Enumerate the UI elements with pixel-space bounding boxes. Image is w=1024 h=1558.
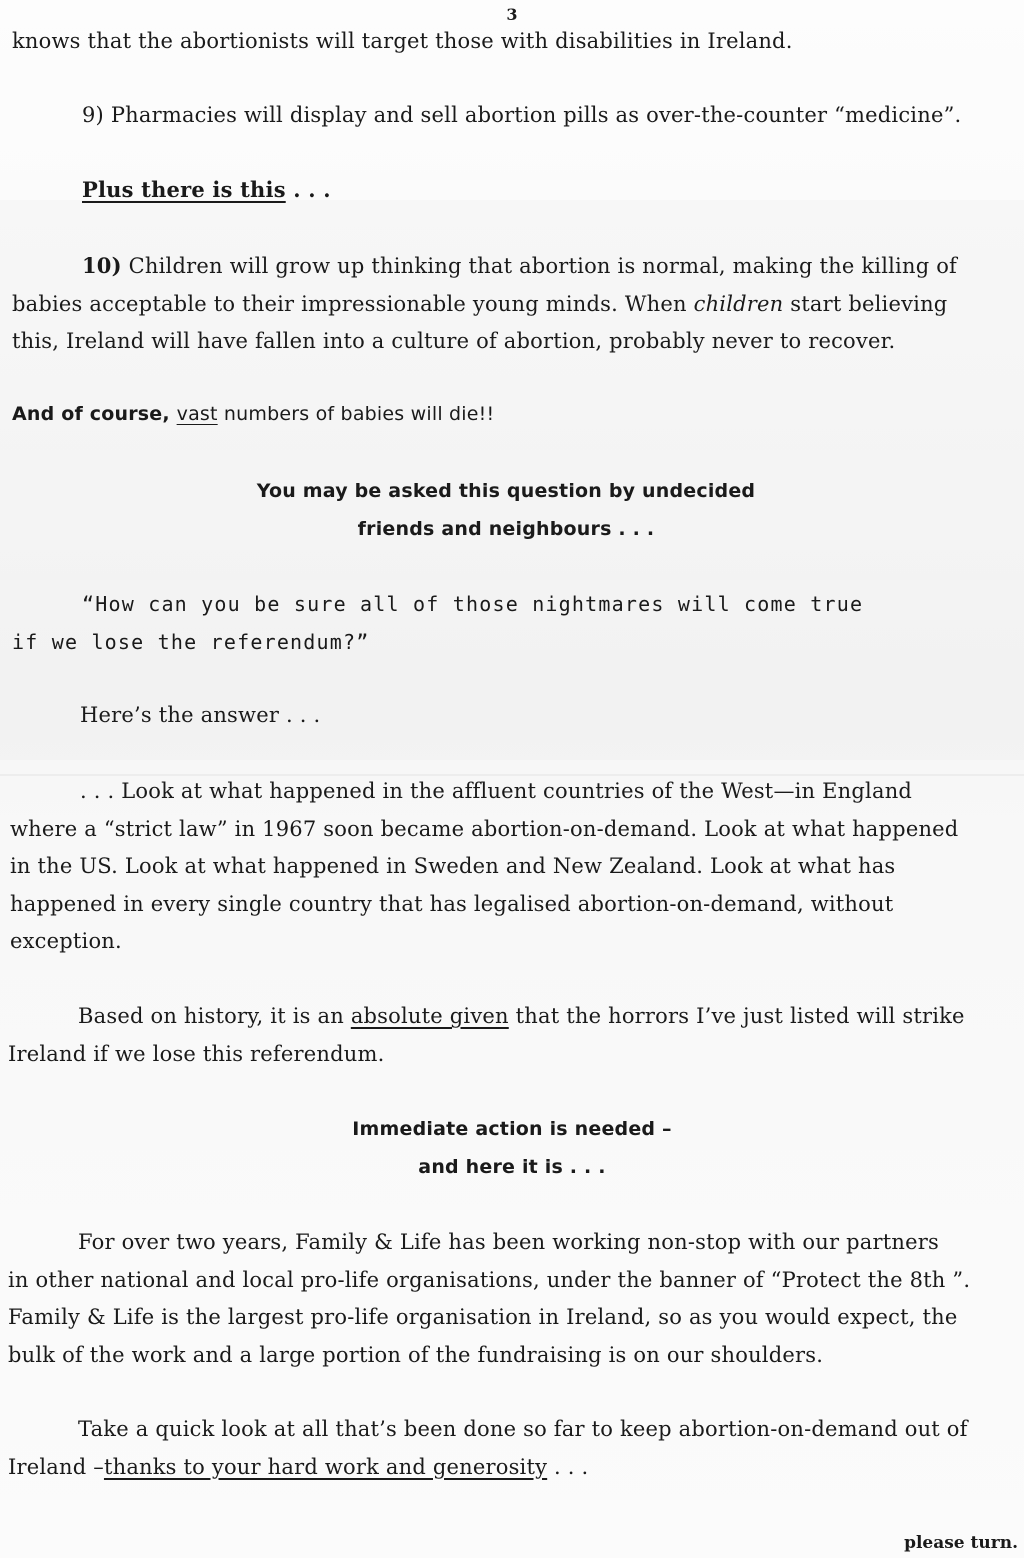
- look-line-1: Take a quick look at all that’s been done so far to keep abortion-on-demand out of: [78, 1417, 968, 1441]
- text-line: knows that the abortionists will target those with disabilities in Ireland.: [12, 29, 793, 53]
- underlined-absolute-given: absolute given: [350, 1004, 509, 1028]
- item-10-line-2: [12, 286, 957, 324]
- vast-statement: [12, 396, 494, 434]
- underlined-thanks: thanks to your hard work and generosity: [103, 1454, 548, 1479]
- text-span: And of course,: [12, 403, 177, 425]
- item-10-line-1: [12, 247, 957, 286]
- quoted-question: [12, 586, 863, 661]
- answer-line-3: in the US. Look at what happened in Sweden and New Zealand. Look at what has: [10, 854, 896, 878]
- partners-line-2: in other national and local pro-life organisations, under the banner of “Protect the 8th ”.: [8, 1267, 971, 1292]
- answer-line-5: exception.: [10, 929, 122, 953]
- text-span: numbers of babies will die!!: [217, 403, 495, 425]
- partners-line-3: Family & Life is the largest pro-life organisation in Ireland, so as you would expect, the: [8, 1305, 958, 1329]
- answer-line-1: . . . Look at what happened in the affluent countries of the West—in England: [80, 779, 913, 803]
- quoted-question-line-1: “How can you be sure all of those nightmares will come true: [82, 592, 864, 616]
- question-heading: [0, 473, 1024, 548]
- question-heading-line-2: friends and neighbours . . .: [357, 517, 655, 540]
- action-heading: [0, 1111, 1024, 1186]
- underlined-vast: vast: [176, 403, 218, 425]
- quoted-question-line-2: if we lose the referendum?”: [12, 629, 370, 654]
- paragraph-disabilities: [12, 23, 793, 61]
- partners-line-4: bulk of the work and a large portion of the fundraising is on our shoulders.: [8, 1342, 824, 1367]
- action-heading-line-2: and here it is . . .: [418, 1155, 606, 1178]
- item-9: [82, 97, 961, 135]
- item-10: [12, 247, 957, 361]
- please-turn-note: please turn.: [904, 1533, 1018, 1553]
- text-span: . . .: [547, 1454, 589, 1479]
- item-10-number: 10): [82, 253, 122, 278]
- question-heading-line-1: You may be asked this question by undecided: [256, 480, 756, 502]
- text-line: 9) Pharmacies will display and sell abortion pills as over-the-counter “medicine”.: [82, 103, 962, 127]
- answer-line-4: happened in every single country that has legalised abortion-on-demand, without: [10, 891, 894, 916]
- plus-heading-tail: . . .: [285, 177, 331, 202]
- answer-paragraph: [10, 773, 958, 961]
- text-span: babies acceptable to their impressionable young minds. When: [12, 291, 694, 316]
- text-span: Ireland –: [8, 1454, 104, 1479]
- text-span: that the horrors I’ve just listed will strike: [508, 1004, 965, 1028]
- look-paragraph: [8, 1411, 968, 1486]
- answer-line-2: where a “strict law” in 1967 soon became abortion-on-demand. Look at what happened: [10, 816, 959, 841]
- emphasis-children: children: [693, 291, 784, 316]
- partners-paragraph: [8, 1224, 970, 1374]
- partners-line-1: For over two years, Family & Life has been working non-stop with our partners: [78, 1230, 939, 1254]
- page-number: 3: [506, 5, 518, 24]
- plus-heading: [82, 171, 331, 209]
- item-10-line-3: this, Ireland will have fallen into a culture of abortion, probably never to recover.: [12, 329, 896, 353]
- plus-heading-underlined: Plus there is this: [82, 177, 286, 202]
- history-line-1: [8, 998, 965, 1036]
- history-line-2: Ireland if we lose this referendum.: [8, 1041, 385, 1066]
- history-paragraph: [8, 998, 965, 1073]
- text-span: start believing: [783, 291, 948, 316]
- answer-intro: [80, 697, 320, 735]
- item-10-text: Children will grow up thinking that abortion is normal, making the killing of: [121, 254, 958, 278]
- answer-intro-text: Here’s the answer . . .: [80, 703, 321, 727]
- look-line-2: [8, 1449, 968, 1487]
- action-heading-line-1: Immediate action is needed –: [352, 1118, 672, 1140]
- text-span: Based on history, it is an: [78, 1004, 351, 1028]
